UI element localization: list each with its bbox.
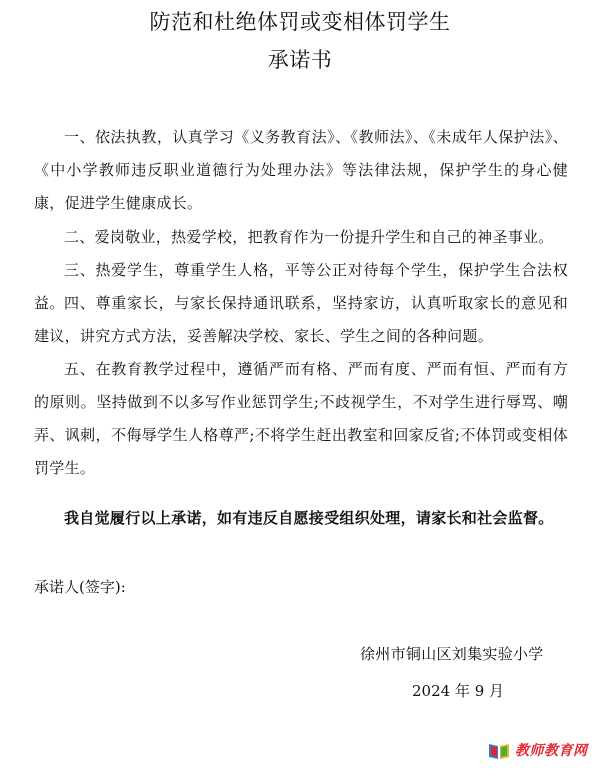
watermark-text: 教师教育网 (515, 743, 588, 759)
book-logo-icon (487, 740, 511, 760)
site-watermark (487, 740, 588, 760)
document-title: 防范和杜绝体罚或变相体罚学生 (149, 10, 451, 34)
clause-4: 四、尊重家长，与家长保持通讯联系，坚持家访，认真听取家长的意见和建议，讲究方式方法，妥善解决学校、家长、学生之间的各种问题。 (34, 294, 568, 345)
clause-2: 二、爱岗敬业，热爱学校，把教育作为一份提升学生和自己的神圣事业。 (64, 228, 554, 246)
document-date: 2024 年 9 月 (412, 682, 505, 700)
school-name: 徐州市铜山区刘集实验小学 (360, 645, 544, 663)
pledge-statement: 我自觉履行以上承诺，如有违反自愿接受组织处理，请家长和社会监督。 (64, 509, 554, 527)
clause-3: 三、热爱学生，尊重学生人格，平等公正对待每个学生，保护学生合法权益。 (34, 261, 568, 312)
document-subtitle: 承诺书 (267, 48, 333, 72)
signature-label: 承诺人(签字): (34, 578, 126, 596)
clause-1: 一、依法执教，认真学习《义务教育法》、《教师法》、《未成年人保护法》、《中小学教师违反职业道德行为处理办法》等法律法规，保护学生的身心健康，促进学生健康成长。 (34, 128, 568, 212)
clause-5: 五、在教育教学过程中，遵循严而有格、严而有度、严而有恒、严而有方的原则。坚持做到不以多写作业惩罚学生;不歧视学生，不对学生进行辱骂、嘲弄、讽刺，不侮辱学生人格尊严;不将学生赶出教室和回家反省;不体罚或变相体罚学生。 (34, 360, 568, 477)
